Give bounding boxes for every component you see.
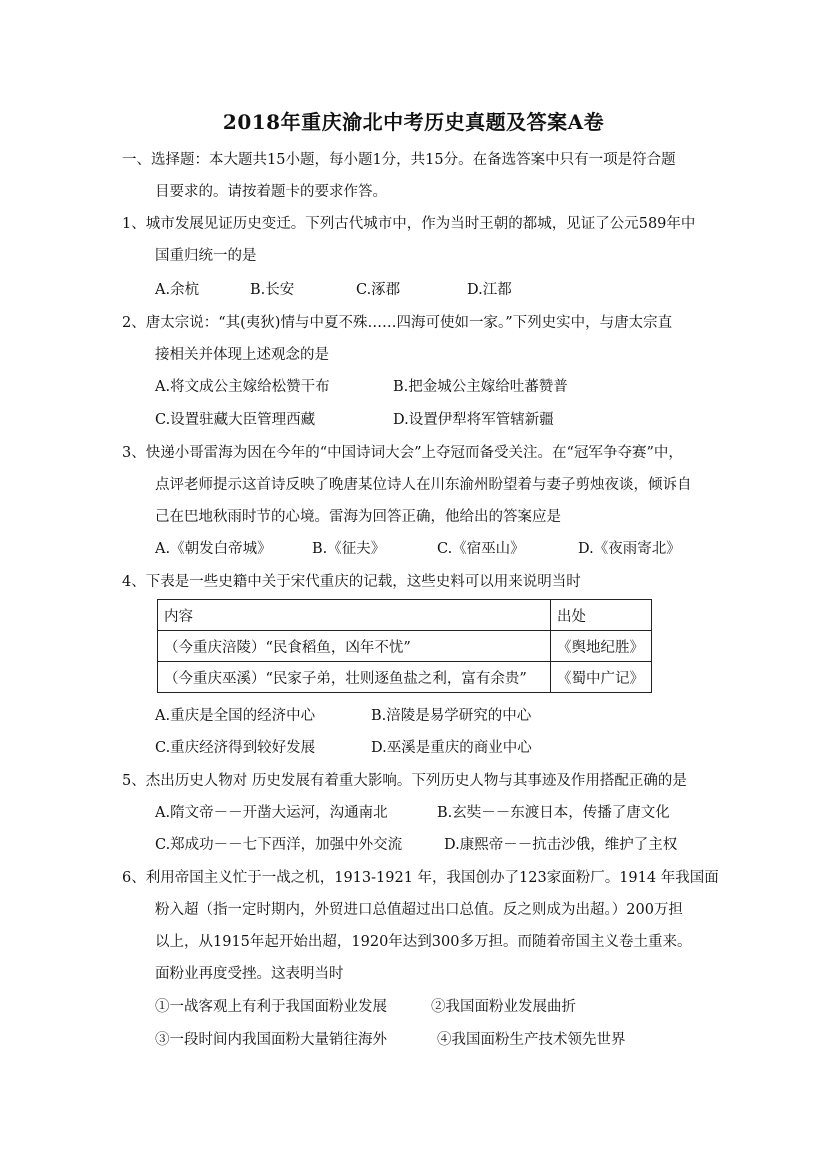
question-4-stem-line-1: 4、下表是一些史籍中关于宋代重庆的记载，这些史料可以用来说明当时 [122,574,581,590]
question-5-option-b: B.玄奘－－东渡日本，传播了唐文化 [437,805,670,821]
table-header-row [158,600,652,631]
question-1-option-c: C.涿郡 [356,282,401,298]
question-2-option-a: A.将文成公主嫁给松赞干布 [155,379,330,395]
question-3-option-b: B.《征夫》 [312,541,386,557]
question-5-option-a: A.隋文帝－－开凿大运河，沟通南北 [155,805,388,821]
question-2-stem-line-2: 接相关并体现上述观念的是 [155,347,329,363]
question-3-option-d: D.《夜雨寄北》 [578,541,681,557]
question-6-stem-line-4: 面粉业再度受挫。这表明当时 [155,966,344,982]
question-6-stem-line-1: 6、利用帝国主义忙于一战之机，1913-1921 年，我国创办了123家面粉厂。1914 年我国面 [122,870,719,886]
question-6-stem-line-3: 以上，从1915年起开始出超，1920年达到300多万担。而随着帝国主义卷土重来。 [155,934,692,950]
section-instruction-line-2: 目要求的。请按着题卡的要求作答。 [155,184,387,200]
question-4-option-d: D.巫溪是重庆的商业中心 [371,740,532,756]
question-3-stem-line-1: 3、快递小哥雷海为因在今年的“中国诗词大会”上夺冠而备受关注。在“冠军争夺赛”中， [122,445,683,461]
table-row [158,631,652,662]
question-6-statement-2: ②我国面粉业发展曲折 [431,999,576,1015]
table-row [158,662,652,693]
question-2-option-c: C.设置驻藏大臣管理西藏 [155,412,316,428]
question-3-option-c: C.《宿巫山》 [437,541,525,557]
question-1-option-b: B.长安 [250,282,295,298]
question-1-option-d: D.江都 [467,282,512,298]
question-6-stem-line-2: 粉入超（指一定时期内，外贸进口总值超过出口总值。反之则成为出超。）200万担 [155,902,683,918]
question-6-statement-1: ①一战客观上有利于我国面粉业发展 [155,999,387,1015]
question-3-option-a: A.《朝发白帝城》 [155,541,272,557]
question-6-statement-3: ③一段时间内我国面粉大量销往海外 [155,1032,387,1048]
question-2-stem-line-1: 2、唐太宗说：“其(夷狄)情与中夏不殊……四海可使如一家。”下列史实中，与唐太宗直 [122,315,673,331]
question-2-option-d: D.设置伊犁将军管辖新疆 [393,412,554,428]
table-cell-content: （今重庆涪陵）“民食稻鱼，凶年不忧” [158,631,551,662]
section-instruction-line-1: 一、选择题：本大题共15小题，每小题1分，共15分。在备选答案中只有一项是符合题 [122,152,676,168]
table-header-content: 内容 [158,600,551,631]
table-cell-content: （今重庆巫溪）“民家子弟，壮则逐鱼盐之利，富有余贵” [158,662,551,693]
question-4-option-b: B.涪陵是易学研究的中心 [371,708,532,724]
question-4-option-c: C.重庆经济得到较好发展 [155,740,316,756]
table-cell-source: 《舆地纪胜》 [551,631,652,662]
question-5-stem-line-1: 5、杰出历史人物对 历史发展有着重大影响。下列历史人物与其事迹及作用搭配正确的是 [122,773,687,789]
question-6-statement-4: ④我国面粉生产技术领先世界 [437,1032,626,1048]
table-cell-source: 《蜀中广记》 [551,662,652,693]
question-1-stem-line-2: 国重归统一的是 [155,248,257,264]
question-4-option-a: A.重庆是全国的经济中心 [155,708,316,724]
table-header-source: 出处 [551,600,652,631]
question-3-stem-line-2: 点评老师提示这首诗反映了晚唐某位诗人在川东渝州盼望着与妻子剪烛夜谈，倾诉自 [155,477,692,493]
question-2-option-b: B.把金城公主嫁给吐蕃赞普 [393,379,568,395]
question-5-option-c: C.郑成功－－七下西洋，加强中外交流 [155,837,403,853]
question-3-stem-line-3: 己在巴地秋雨时节的心境。雷海为回答正确，他给出的答案应是 [155,509,561,525]
question-1-option-a: A.余杭 [155,282,200,298]
exam-title: 2018年重庆渝北中考历史真题及答案A卷 [222,110,605,134]
question-4-table [157,599,652,693]
question-1-stem-line-1: 1、城市发展见证历史变迁。下列古代城市中，作为当时王朝的都城，见证了公元589年中 [122,216,696,232]
question-5-option-d: D.康熙帝－－抗击沙俄，维护了主权 [444,837,678,853]
